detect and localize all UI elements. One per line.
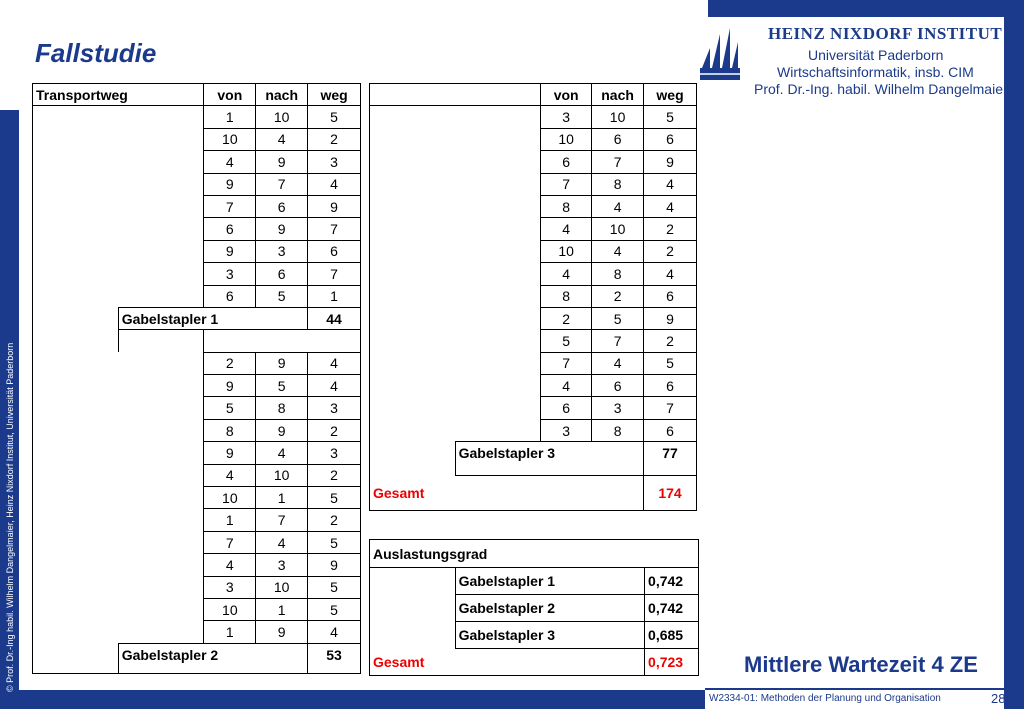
value-cell: 4 xyxy=(256,442,308,464)
value-cell: 1 xyxy=(308,285,361,307)
util-label: Gabelstapler 2 xyxy=(455,595,644,622)
blank-cell xyxy=(33,509,204,531)
util-row xyxy=(370,622,699,649)
value-cell: 10 xyxy=(592,218,644,240)
value-cell: 6 xyxy=(541,397,592,419)
value-cell: 10 xyxy=(592,106,644,128)
value-cell: 3 xyxy=(204,576,256,598)
summary-row xyxy=(33,643,361,673)
table-row xyxy=(33,106,361,128)
util-value: 0,742 xyxy=(645,595,699,622)
value-cell: 5 xyxy=(308,487,361,509)
table-row xyxy=(33,509,361,531)
header-nach: nach xyxy=(592,84,644,106)
table-row xyxy=(370,285,697,307)
blank-cell xyxy=(33,106,204,128)
value-cell: 9 xyxy=(644,151,697,173)
copyright-text: © Prof. Dr.-Ing habil. Wilhelm Dangelmaier, Heinz Nixdorf Institut, Universität Paderborn xyxy=(5,342,15,692)
value-cell: 9 xyxy=(204,173,256,195)
top-right-bar xyxy=(708,0,1024,17)
average-waiting-time: Mittlere Wartezeit 4 ZE xyxy=(744,652,978,677)
blank-cell xyxy=(33,487,204,509)
table-row xyxy=(370,218,697,240)
table-row xyxy=(33,173,361,195)
value-cell: 3 xyxy=(541,419,592,441)
table-row xyxy=(33,621,361,643)
value-cell: 2 xyxy=(308,128,361,150)
value-cell: 6 xyxy=(644,128,697,150)
value-cell: 2 xyxy=(308,509,361,531)
value-cell: 4 xyxy=(644,195,697,217)
value-cell: 6 xyxy=(592,128,644,150)
blank-cell xyxy=(370,84,541,106)
table-row xyxy=(33,195,361,217)
table-row xyxy=(370,352,697,374)
blank-cell xyxy=(370,106,541,128)
blank-cell xyxy=(33,285,204,307)
value-cell: 8 xyxy=(592,419,644,441)
blank-cell xyxy=(33,263,204,285)
value-cell: 7 xyxy=(204,531,256,553)
value-cell: 9 xyxy=(204,442,256,464)
value-cell: 8 xyxy=(204,419,256,441)
value-cell: 5 xyxy=(592,307,644,329)
value-cell: 4 xyxy=(592,240,644,262)
value-cell: 5 xyxy=(204,397,256,419)
value-cell: 3 xyxy=(308,151,361,173)
blank-cell xyxy=(33,554,204,576)
value-cell: 5 xyxy=(308,531,361,553)
blank-cell xyxy=(370,195,541,217)
value-cell: 2 xyxy=(644,240,697,262)
table-row xyxy=(370,173,697,195)
institute-department: Wirtschaftsinformatik, insb. CIM xyxy=(777,64,974,80)
table-row xyxy=(33,487,361,509)
table-row xyxy=(370,263,697,285)
table-row xyxy=(370,397,697,419)
value-cell: 10 xyxy=(256,576,308,598)
value-cell: 5 xyxy=(644,106,697,128)
value-cell: 7 xyxy=(256,509,308,531)
value-cell: 7 xyxy=(256,173,308,195)
blank-cell xyxy=(33,195,204,217)
blank-cell xyxy=(33,128,204,150)
value-cell: 5 xyxy=(308,106,361,128)
value-cell: 6 xyxy=(541,151,592,173)
value-cell: 9 xyxy=(308,195,361,217)
blank-cell xyxy=(370,240,541,262)
util-value: 0,742 xyxy=(645,568,699,595)
summary-label: Gabelstapler 1 xyxy=(118,307,307,329)
table-row xyxy=(370,128,697,150)
value-cell: 10 xyxy=(204,598,256,620)
value-cell: 6 xyxy=(644,285,697,307)
table-row xyxy=(33,464,361,486)
util-total-label: Gesamt xyxy=(370,649,645,676)
blank-cell xyxy=(33,442,204,464)
blank-cell xyxy=(33,173,204,195)
blank-cell xyxy=(33,375,204,397)
blank-cell xyxy=(370,173,541,195)
institute-university: Universität Paderborn xyxy=(808,47,944,63)
value-cell: 4 xyxy=(644,173,697,195)
value-cell: 4 xyxy=(592,352,644,374)
util-label: Gabelstapler 3 xyxy=(455,622,644,649)
value-cell: 6 xyxy=(204,285,256,307)
value-cell: 7 xyxy=(541,173,592,195)
table-row xyxy=(33,285,361,307)
value-cell: 9 xyxy=(256,151,308,173)
total-value: 174 xyxy=(644,476,697,511)
table-row xyxy=(33,218,361,240)
value-cell: 10 xyxy=(204,128,256,150)
value-cell: 3 xyxy=(308,442,361,464)
value-cell: 4 xyxy=(308,173,361,195)
blank-cell xyxy=(33,598,204,620)
util-total-value: 0,723 xyxy=(645,649,699,676)
value-cell: 6 xyxy=(204,218,256,240)
value-cell: 8 xyxy=(592,173,644,195)
table-row xyxy=(33,397,361,419)
header-von: von xyxy=(541,84,592,106)
value-cell: 6 xyxy=(592,375,644,397)
spacer-row xyxy=(33,330,361,352)
value-cell: 4 xyxy=(541,263,592,285)
value-cell: 8 xyxy=(541,195,592,217)
util-total-row xyxy=(370,649,699,676)
value-cell: 9 xyxy=(256,218,308,240)
total-row xyxy=(370,476,697,511)
value-cell: 9 xyxy=(308,554,361,576)
value-cell: 6 xyxy=(644,375,697,397)
value-cell: 5 xyxy=(308,576,361,598)
value-cell: 1 xyxy=(204,621,256,643)
table-row xyxy=(33,263,361,285)
table-row xyxy=(33,151,361,173)
blank-cell xyxy=(33,643,119,673)
value-cell: 3 xyxy=(256,554,308,576)
value-cell: 3 xyxy=(256,240,308,262)
page-number: 28 xyxy=(991,691,1006,706)
table-row xyxy=(370,240,697,262)
value-cell: 7 xyxy=(592,151,644,173)
table-row xyxy=(370,106,697,128)
value-cell: 4 xyxy=(204,464,256,486)
blank-cell xyxy=(370,263,541,285)
table-row xyxy=(370,330,697,352)
blank-cell xyxy=(33,330,119,352)
table-row xyxy=(33,375,361,397)
blank-cell xyxy=(370,352,541,374)
blank-cell xyxy=(370,419,541,441)
blank-cell xyxy=(33,419,204,441)
right-stripe xyxy=(1004,0,1024,709)
blank-cell xyxy=(33,151,204,173)
util-header-row xyxy=(370,540,699,568)
blank-cell xyxy=(370,595,456,622)
value-cell: 10 xyxy=(256,106,308,128)
util-title: Auslastungsgrad xyxy=(370,540,699,568)
header-weg: weg xyxy=(644,84,697,106)
value-cell: 2 xyxy=(644,218,697,240)
value-cell: 4 xyxy=(308,375,361,397)
blank-cell xyxy=(370,285,541,307)
table-row xyxy=(33,128,361,150)
value-cell: 2 xyxy=(644,330,697,352)
table-row xyxy=(33,352,361,374)
value-cell: 7 xyxy=(308,263,361,285)
blank-cell xyxy=(204,330,361,352)
summary-row xyxy=(370,442,697,476)
table-row xyxy=(370,375,697,397)
header-row xyxy=(370,84,697,106)
institute-professor: Prof. Dr.-Ing. habil. Wilhelm Dangelmaier xyxy=(754,81,1008,97)
blank-cell xyxy=(370,307,541,329)
value-cell: 1 xyxy=(204,509,256,531)
total-label: Gesamt xyxy=(370,476,644,511)
blank-cell xyxy=(33,397,204,419)
value-cell: 4 xyxy=(592,195,644,217)
value-cell: 10 xyxy=(256,464,308,486)
summary-label: Gabelstapler 2 xyxy=(118,643,307,673)
value-cell: 3 xyxy=(541,106,592,128)
value-cell: 8 xyxy=(256,397,308,419)
value-cell: 3 xyxy=(204,263,256,285)
value-cell: 6 xyxy=(644,419,697,441)
value-cell: 5 xyxy=(256,375,308,397)
value-cell: 7 xyxy=(592,330,644,352)
value-cell: 3 xyxy=(308,397,361,419)
value-cell: 8 xyxy=(592,263,644,285)
blank-cell xyxy=(33,464,204,486)
transport-table-right xyxy=(369,83,697,511)
blank-cell xyxy=(370,330,541,352)
value-cell: 2 xyxy=(204,352,256,374)
table-row xyxy=(33,576,361,598)
value-cell: 4 xyxy=(256,128,308,150)
value-cell: 8 xyxy=(541,285,592,307)
blank-cell xyxy=(370,622,456,649)
value-cell: 9 xyxy=(644,307,697,329)
header-nach: nach xyxy=(256,84,308,106)
table-row xyxy=(33,554,361,576)
util-row xyxy=(370,595,699,622)
value-cell: 9 xyxy=(256,419,308,441)
blank-cell xyxy=(370,218,541,240)
value-cell: 10 xyxy=(541,128,592,150)
page-title: Fallstudie xyxy=(35,38,157,68)
hni-logo-icon xyxy=(700,28,740,80)
value-cell: 4 xyxy=(256,531,308,553)
value-cell: 5 xyxy=(308,598,361,620)
utilization-table xyxy=(369,539,699,676)
header-weg: weg xyxy=(308,84,361,106)
blank-cell xyxy=(33,576,204,598)
value-cell: 4 xyxy=(308,352,361,374)
blank-cell xyxy=(370,128,541,150)
util-value: 0,685 xyxy=(645,622,699,649)
value-cell: 7 xyxy=(308,218,361,240)
table-row xyxy=(370,419,697,441)
value-cell: 4 xyxy=(204,151,256,173)
value-cell: 10 xyxy=(204,487,256,509)
value-cell: 7 xyxy=(204,195,256,217)
summary-value: 44 xyxy=(308,307,361,329)
blank-cell xyxy=(33,218,204,240)
util-label: Gabelstapler 1 xyxy=(455,568,644,595)
summary-row xyxy=(33,307,361,329)
transport-table-left xyxy=(32,83,361,674)
table-row xyxy=(33,531,361,553)
value-cell: 5 xyxy=(644,352,697,374)
value-cell: 1 xyxy=(204,106,256,128)
value-cell: 2 xyxy=(308,419,361,441)
blank-cell xyxy=(33,240,204,262)
table-row xyxy=(370,151,697,173)
summary-value: 53 xyxy=(308,643,361,673)
value-cell: 3 xyxy=(592,397,644,419)
value-cell: 6 xyxy=(256,195,308,217)
header-row xyxy=(33,84,361,106)
value-cell: 1 xyxy=(256,598,308,620)
value-cell: 6 xyxy=(256,263,308,285)
value-cell: 2 xyxy=(592,285,644,307)
value-cell: 4 xyxy=(644,263,697,285)
blank-cell xyxy=(33,352,204,374)
blank-cell xyxy=(33,621,204,643)
value-cell: 9 xyxy=(256,621,308,643)
blank-cell xyxy=(370,442,456,476)
header-transportweg: Transportweg xyxy=(33,84,204,106)
table-row xyxy=(370,307,697,329)
value-cell: 4 xyxy=(204,554,256,576)
blank-cell xyxy=(370,568,456,595)
footer-course: W2334-01: Methoden der Planung und Organisation xyxy=(709,693,941,704)
table-row xyxy=(370,195,697,217)
value-cell: 9 xyxy=(204,375,256,397)
blank-cell xyxy=(33,307,119,329)
value-cell: 9 xyxy=(256,352,308,374)
blank-cell xyxy=(33,531,204,553)
value-cell: 4 xyxy=(308,621,361,643)
table-row xyxy=(33,598,361,620)
summary-value: 77 xyxy=(644,442,697,476)
table-row xyxy=(33,442,361,464)
value-cell: 2 xyxy=(308,464,361,486)
value-cell: 9 xyxy=(204,240,256,262)
institute-name: HEINZ NIXDORF INSTITUT xyxy=(768,24,1003,43)
summary-label: Gabelstapler 3 xyxy=(455,442,643,476)
header-von: von xyxy=(204,84,256,106)
table-row xyxy=(33,419,361,441)
value-cell: 10 xyxy=(541,240,592,262)
value-cell: 4 xyxy=(541,375,592,397)
table-row xyxy=(33,240,361,262)
value-cell: 1 xyxy=(256,487,308,509)
value-cell: 7 xyxy=(541,352,592,374)
util-row xyxy=(370,568,699,595)
value-cell: 4 xyxy=(541,218,592,240)
blank-cell xyxy=(370,375,541,397)
value-cell: 5 xyxy=(541,330,592,352)
blank-cell xyxy=(370,151,541,173)
blank-cell xyxy=(370,397,541,419)
value-cell: 6 xyxy=(308,240,361,262)
value-cell: 2 xyxy=(541,307,592,329)
blank-cell xyxy=(118,330,204,352)
value-cell: 7 xyxy=(644,397,697,419)
value-cell: 5 xyxy=(256,285,308,307)
